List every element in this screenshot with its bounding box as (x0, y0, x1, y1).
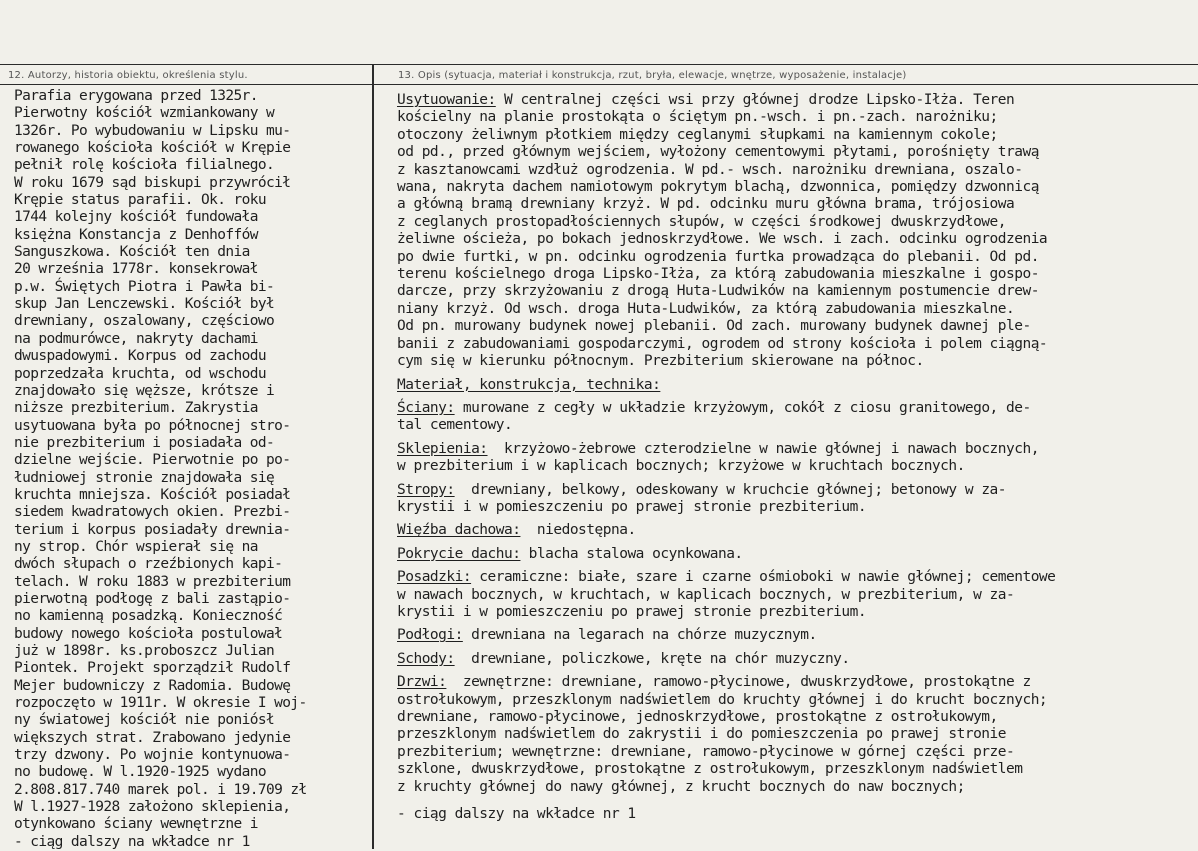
history-line: usytuowana była po północnej stro- (14, 417, 291, 434)
section-line: po dwie furtki, w pn. odcinku ogrodzenia furtka prowadząca do plebanii. Od pd. (397, 248, 1039, 265)
history-line: pełnił rolę kościoła filialnego. (14, 157, 275, 174)
history-line: znajdowało się węższe, krótsze i (14, 382, 275, 399)
section-line: wana, nakryta dachem namiotowym pokrytym blachą, dzwonnica, pomiędzy dzwonnicą (397, 179, 1039, 196)
section-label: Pokrycie dachu: (397, 545, 521, 562)
history-line: W l.1927-1928 założono sklepienia, (14, 799, 291, 816)
history-line: trzy dzwony. Po wojnie kontynuowa- (14, 747, 291, 764)
section-label: Stropy: (397, 481, 455, 498)
section-first-line (397, 441, 1197, 458)
section-first-line (397, 651, 1197, 668)
history-line: poprzedzała kruchta, od wschodu (14, 365, 267, 382)
section-label: Sklepienia: (397, 440, 488, 457)
section-line: cym się w kierunku północnym. Prezbiterium skierowane na północ. (397, 353, 924, 370)
section-line: terenu kościelnego droga Lipsko-Iłża, za którą zabudowania mieszkalne i gospo- (397, 266, 1039, 283)
history-line: W roku 1679 sąd biskupi przywrócił (14, 174, 291, 191)
description-section (397, 522, 1197, 539)
history-line: otynkowano ściany wewnętrzne i (14, 816, 258, 833)
history-line: Piontek. Projekt sporządził Rudolf (14, 660, 291, 677)
section-text: ceramiczne: białe, szare i czarne ośmioboki w nawie głównej; cementowe (471, 569, 1056, 586)
section-line: krystii i w pomieszczeniu po prawej stronie prezbiterium. (397, 603, 867, 620)
section-first-line (397, 482, 1197, 499)
history-line: księżna Konstancja z Denhoffów (14, 226, 258, 243)
history-line: nie prezbiterium i posiadała od- (14, 434, 275, 451)
section-text: zewnętrzne: drewniane, ramowo-płycinowe, dwuskrzydłowe, prostokątne z (446, 674, 1031, 691)
history-line: Pierwotny kościół wzmiankowany w (14, 105, 275, 122)
section-text: drewniana na legarach na chórze muzycznym. (462, 627, 817, 644)
history-line: 1744 kolejny kościół fundowała (14, 209, 258, 226)
history-line: dwóch słupach o rzeźbionych kapi- (14, 556, 283, 573)
history-line: pierwotną podłogę z bali zastąpio- (14, 590, 291, 607)
history-line: telach. W roku 1883 w prezbiterium (14, 573, 291, 590)
section-line: z kasztanowcami wzdłuż ogrodzenia. W pd.- wsch. narożniku drewniana, oszalo- (397, 161, 1023, 178)
history-line: rowanego kościoła kościół w Krępie (14, 140, 291, 157)
section-first-line (397, 674, 1197, 691)
section-line: żeliwne ościeża, po bokach jednoskrzydłowe. We wsch. i zach. odcinku ogrodzenia (397, 231, 1048, 248)
right-section-header: 13. Opis (sytuacja, materiał i konstrukcja, rzut, bryła, elewacje, wnętrze, wyposażenie, instalacje) (398, 70, 907, 81)
description-section (397, 92, 1197, 371)
section-line: krystii i w pomieszczeniu po prawej stronie prezbiterium. (397, 498, 867, 515)
section-label: Posadzki: (397, 569, 472, 586)
section-first-line (397, 400, 1197, 417)
description-text (397, 92, 1197, 823)
history-line: 1326r. Po wybudowaniu w Lipsku mu- (14, 122, 291, 139)
section-line: w nawach bocznych, w kruchtach, w kaplicach bocznych, w prezbiterium, w za- (397, 586, 1015, 603)
history-line: siedem kwadratowych okien. Prezbi- (14, 504, 291, 521)
section-line: z ceglanych prostopadłościennych słupów, w części środkowej dwuskrzydłowe, (397, 213, 1007, 230)
section-label: Drzwi: (397, 674, 447, 691)
description-section (397, 674, 1197, 796)
section-line: z kruchty głównej do nawy głównej, z krucht bocznych do naw bocznych; (397, 778, 965, 795)
top-rule (0, 64, 1198, 65)
description-section (397, 627, 1197, 644)
description-section (397, 377, 1197, 394)
section-text: krzyżowo-żebrowe czterodzielne w nawie głównej i nawach bocznych, (487, 440, 1039, 457)
section-label: Usytuowanie: (397, 92, 496, 108)
history-line: Sanguszkowa. Kościół ten dnia (14, 244, 250, 261)
history-line: 2.808.817.740 marek pol. i 19.709 zł (14, 781, 307, 798)
history-line: skup Jan Lenczewski. Kościół był (14, 296, 275, 313)
section-text: W centralnej części wsi przy głównej drodze Lipsko-Iłża. Teren (495, 92, 1015, 108)
history-line: już w 1898r. ks.proboszcz Julian (14, 643, 275, 659)
section-label: Więźba dachowa: (397, 522, 521, 539)
section-first-line (397, 627, 1197, 644)
section-text: blacha stalowa ocynkowana. (520, 545, 743, 562)
section-first-line (397, 569, 1197, 586)
section-first-line (397, 522, 1197, 539)
description-section (397, 400, 1197, 435)
continuation-note: - ciąg dalszy na wkładce nr 1 (397, 806, 636, 823)
history-line: Mejer budowniczy z Radomia. Budowę (14, 677, 291, 694)
section-line: niany krzyż. Od wsch. droga Huta-Ludwików, za którą zabudowania mieszkalne. (397, 300, 1015, 317)
description-section (397, 651, 1197, 668)
section-line: od pd., przed głównym wejściem, wyłożony cementowymi płytami, porośnięty trawą (397, 144, 1039, 161)
history-line: no budowę. W l.1920-1925 wydano (14, 764, 267, 781)
section-line: otoczony żeliwnym płotkiem między ceglanymi słupkami na kamiennym cokole; (397, 126, 998, 143)
history-line: niższe prezbiterium. Zakrystia (14, 400, 258, 417)
history-line: no kamienną posadzką. Konieczność (14, 608, 283, 625)
section-text: murowane z cegły w układzie krzyżowym, cokół z ciosu granitowego, de- (454, 399, 1031, 416)
history-line: dzielne wejście. Pierwotnie po po- (14, 452, 291, 469)
history-line: - ciąg dalszy na wkładce nr 1 (14, 833, 250, 850)
history-line: budowy nowego kościoła postulował (14, 625, 283, 642)
section-line: drewniane, ramowo-płycinowe, jednoskrzydłowe, prostokątne z ostrołukowym, (397, 709, 998, 725)
section-line: ostrołukowym, przeszklonym nadświetlem do kruchty głównej i do krucht bocznych; (397, 691, 1048, 708)
section-label: Schody: (397, 650, 455, 667)
section-line: tal cementowy. (397, 417, 513, 434)
section-text: drewniane, policzkowe, kręte na chór muzyczny. (454, 650, 850, 667)
history-line: 20 września 1778r. konsekrował (14, 261, 258, 278)
history-line: rozpoczęto w 1911r. W okresie I woj- (14, 695, 307, 712)
section-first-line (397, 546, 1197, 563)
section-text: niedostępna. (520, 522, 636, 539)
history-line: ny światowej kościół nie poniósł (14, 712, 275, 729)
history-line: łudniowej stronie znajdowała się (14, 469, 275, 486)
section-text: drewniany, belkowy, odeskowany w kruchcie głównej; betonowy w za- (454, 481, 1007, 498)
history-line: na podmurówce, nakryty dachami (14, 330, 258, 347)
history-line: dwuspadowymi. Korpus od zachodu (14, 348, 267, 365)
section-line: darcze, przy skrzyżowaniu z drogą Huta-Ludwików na kamiennym postumencie drew- (397, 283, 1039, 300)
section-line: a główną bramą drewniany krzyż. W pd. odcinku muru główna brama, trójosiowa (397, 196, 1015, 213)
description-section (397, 569, 1197, 621)
history-line: Parafia erygowana przed 1325r. (14, 88, 258, 104)
section-label: Ściany: (397, 399, 455, 416)
history-line: terium i korpus posiadały drewnia- (14, 521, 291, 538)
column-divider (372, 64, 374, 849)
history-line: drewniany, oszalowany, częściowo (14, 313, 275, 330)
description-section (397, 546, 1197, 563)
history-text (14, 88, 364, 851)
section-first-line (397, 92, 1197, 109)
section-line: banii z zabudowaniami gospodarczymi, ogrodem od strony kościoła i polem ciągną- (397, 335, 1048, 352)
section-label: Podłogi: (397, 627, 463, 644)
section-line: kościelny na planie prostokąta o ściętym pn.-wsch. i pn.-zach. narożniku; (397, 109, 998, 126)
section-line: przeszklonym nadświetlem do zakrystii i do pomieszczenia po prawej stronie (397, 726, 1007, 743)
description-section (397, 441, 1197, 476)
section-line: w prezbiterium i w kaplicach bocznych; krzyżowe w kruchtach bocznych. (397, 458, 965, 475)
history-line: kruchta mniejsza. Kościół posiadał (14, 486, 291, 503)
left-section-header: 12. Autorzy, historia obiektu, określenia stylu. (8, 70, 248, 81)
history-line: większych strat. Zrabowano jedynie (14, 729, 291, 746)
section-label: Materiał, konstrukcja, technika: (397, 376, 661, 393)
header-rule (0, 84, 1198, 85)
description-section (397, 482, 1197, 517)
section-line: Od pn. murowany budynek nowej plebanii. Od zach. murowany budynek dawnej ple- (397, 318, 1031, 335)
section-line: prezbiterium; wewnętrzne: drewniane, ramowo-płycinowe w górnej części prze- (397, 743, 1015, 760)
history-line: Krępie status parafii. Ok. roku (14, 192, 267, 209)
section-line: szklone, dwuskrzydłowe, prostokątne z ostrołukowym, przeszklonym nadświetlem (397, 761, 1023, 778)
section-first-line (397, 377, 1197, 394)
history-line: p.w. Świętych Piotra i Pawła bi- (14, 278, 275, 295)
history-line: ny strop. Chór wspierał się na (14, 538, 258, 555)
